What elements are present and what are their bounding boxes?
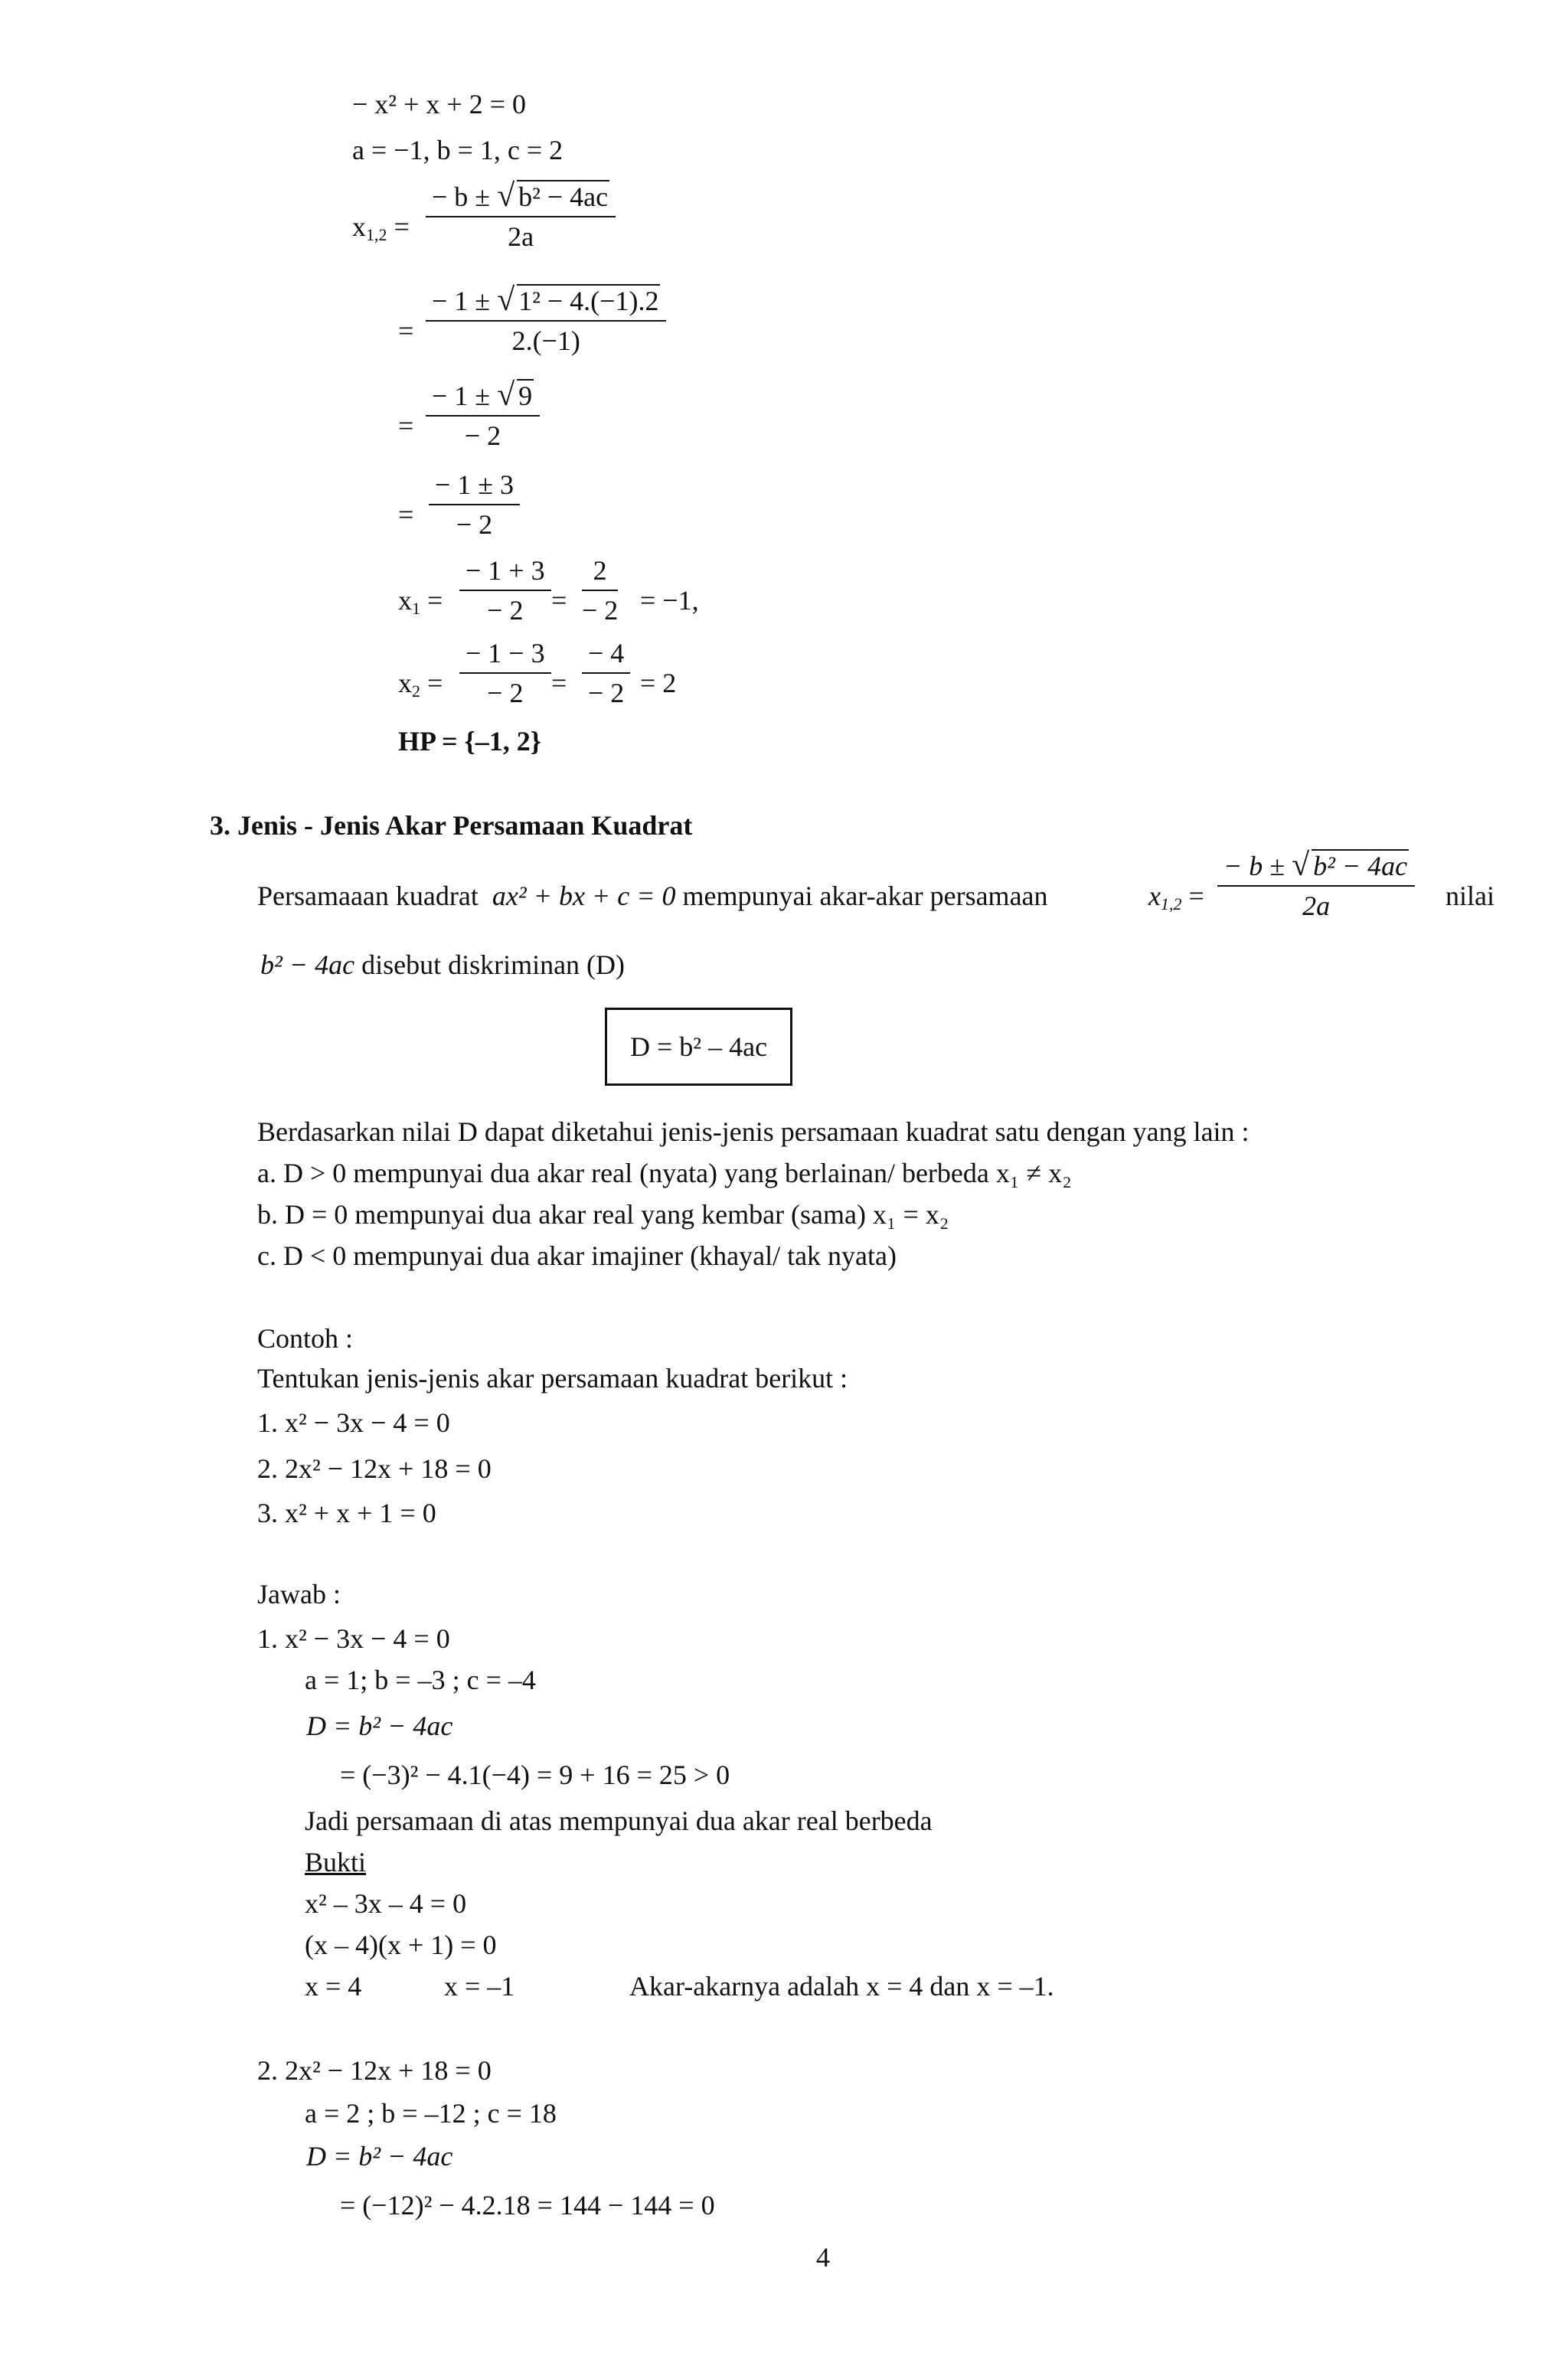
x1-fraction-2: $\frac{2}{- 2}$ [582,555,619,626]
equals-sign: = [551,585,567,616]
equals-sign: = [398,499,414,530]
equals-sign: = [398,410,414,441]
pm3-fraction: $\frac{- 1 \pm 3}{- 2}$ [429,469,520,541]
intro-nilai: nilai [1446,881,1494,911]
proof-line-2: (x – 4)(x + 1) = 0 [305,1930,497,1960]
x1-fraction-1: $\frac{- 1 + 3}{- 2}$ [459,554,551,626]
answer-2-discriminant: D = b² − 4ac [306,2141,453,2171]
proof-conclusion: Akar-akarnya adalah x = 4 dan x = –1. [629,1971,1054,2002]
x2-label: $x_2$ = [398,668,443,701]
x1-label: $x_1$ = [398,585,443,618]
answer-2-calculation: = (−12)² − 4.2.18 = 144 − 144 = 0 [340,2190,715,2221]
substitution-fraction: − 1 ± √ 1² − 4.(−1).2 2.(−1) [426,285,666,357]
x2-fraction-2: $\frac{- 4}{- 2}$ [582,637,630,709]
answer-2-coefficients: a = 2 ; b = –12 ; c = 18 [305,2098,557,2129]
equation-line: − x² + x + 2 = 0 [352,89,527,119]
equals-sign: = [398,315,414,346]
bukti-label: Bukti [305,1847,367,1877]
intro-text: Persamaaan kuadrat ax² + bx + c = 0 mempunyai akar-akar persamaan [257,881,1048,911]
answer-1-conclusion: Jadi persamaan di atas mempunyai dua akar real berbeda [305,1805,933,1836]
answer-1-equation: 1. x² − 3x − 4 = 0 [257,1623,450,1654]
question-1: 1. x² − 3x − 4 = 0 [257,1407,450,1438]
answer-1-coefficients: a = 1; b = –3 ; c = –4 [305,1665,536,1695]
x12-label: $x_{1,2}$ = [352,211,410,244]
discriminant-box: D = b² – 4ac [605,1008,792,1086]
list-item-c: c. D < 0 mempunyai dua akar imajiner (khayal/ tak nyata) [257,1240,897,1271]
answer-2-equation: 2. 2x² − 12x + 18 = 0 [257,2055,492,2086]
section-heading: 3. Jenis - Jenis Akar Persamaan Kuadrat [210,810,693,841]
list-item-b: b. D = 0 mempunyai dua akar real yang kembar (sama) x₁ = x₂ [257,1199,949,1230]
sqrt9-fraction: − 1 ± √ 9 − 2 [426,380,540,452]
contoh-task: Tentukan jenis-jenis akar persamaan kuadrat berikut : [257,1363,848,1394]
intro-formula-fraction: − b ± √ b² − 4ac 2a [1217,850,1415,922]
equals-sign: = [551,668,567,698]
based-text: Berdasarkan nilai D dapat diketahui jenis-jenis persamaan kuadrat satu dengan yang lain : [257,1116,1250,1147]
proof-root-2: x = –1 [444,1971,515,2002]
solution-set: HP = {–1, 2} [398,726,541,757]
contoh-label: Contoh : [257,1323,354,1354]
x2-fraction-1: $\frac{- 1 - 3}{- 2}$ [459,637,551,709]
proof-root-1: x = 4 [305,1971,362,2002]
answer-1-discriminant: D = b² − 4ac [306,1711,453,1741]
question-3: 3. x² + x + 1 = 0 [257,1498,436,1528]
jawab-label: Jawab : [257,1579,341,1609]
answer-1-calculation: = (−3)² − 4.1(−4) = 9 + 16 = 25 > 0 [340,1760,730,1790]
intro-x12: $x_{1,2}$ = [1148,881,1204,913]
formula-fraction: − b ± √ b² − 4ac 2a [426,181,616,253]
page-number: 4 [816,2242,830,2273]
proof-line-1: x² – 3x – 4 = 0 [305,1888,467,1919]
x2-result: = 2 [640,668,677,698]
list-item-a: a. D > 0 mempunyai dua akar real (nyata) yang berlainan/ berbeda x₁ ≠ x₂ [257,1158,1072,1188]
discriminant-line: b² − 4ac disebut diskriminan (D) [260,949,626,980]
coefficients-line: a = −1, b = 1, c = 2 [352,135,564,165]
x1-result: = −1, [640,585,699,616]
question-2: 2. 2x² − 12x + 18 = 0 [257,1453,492,1484]
